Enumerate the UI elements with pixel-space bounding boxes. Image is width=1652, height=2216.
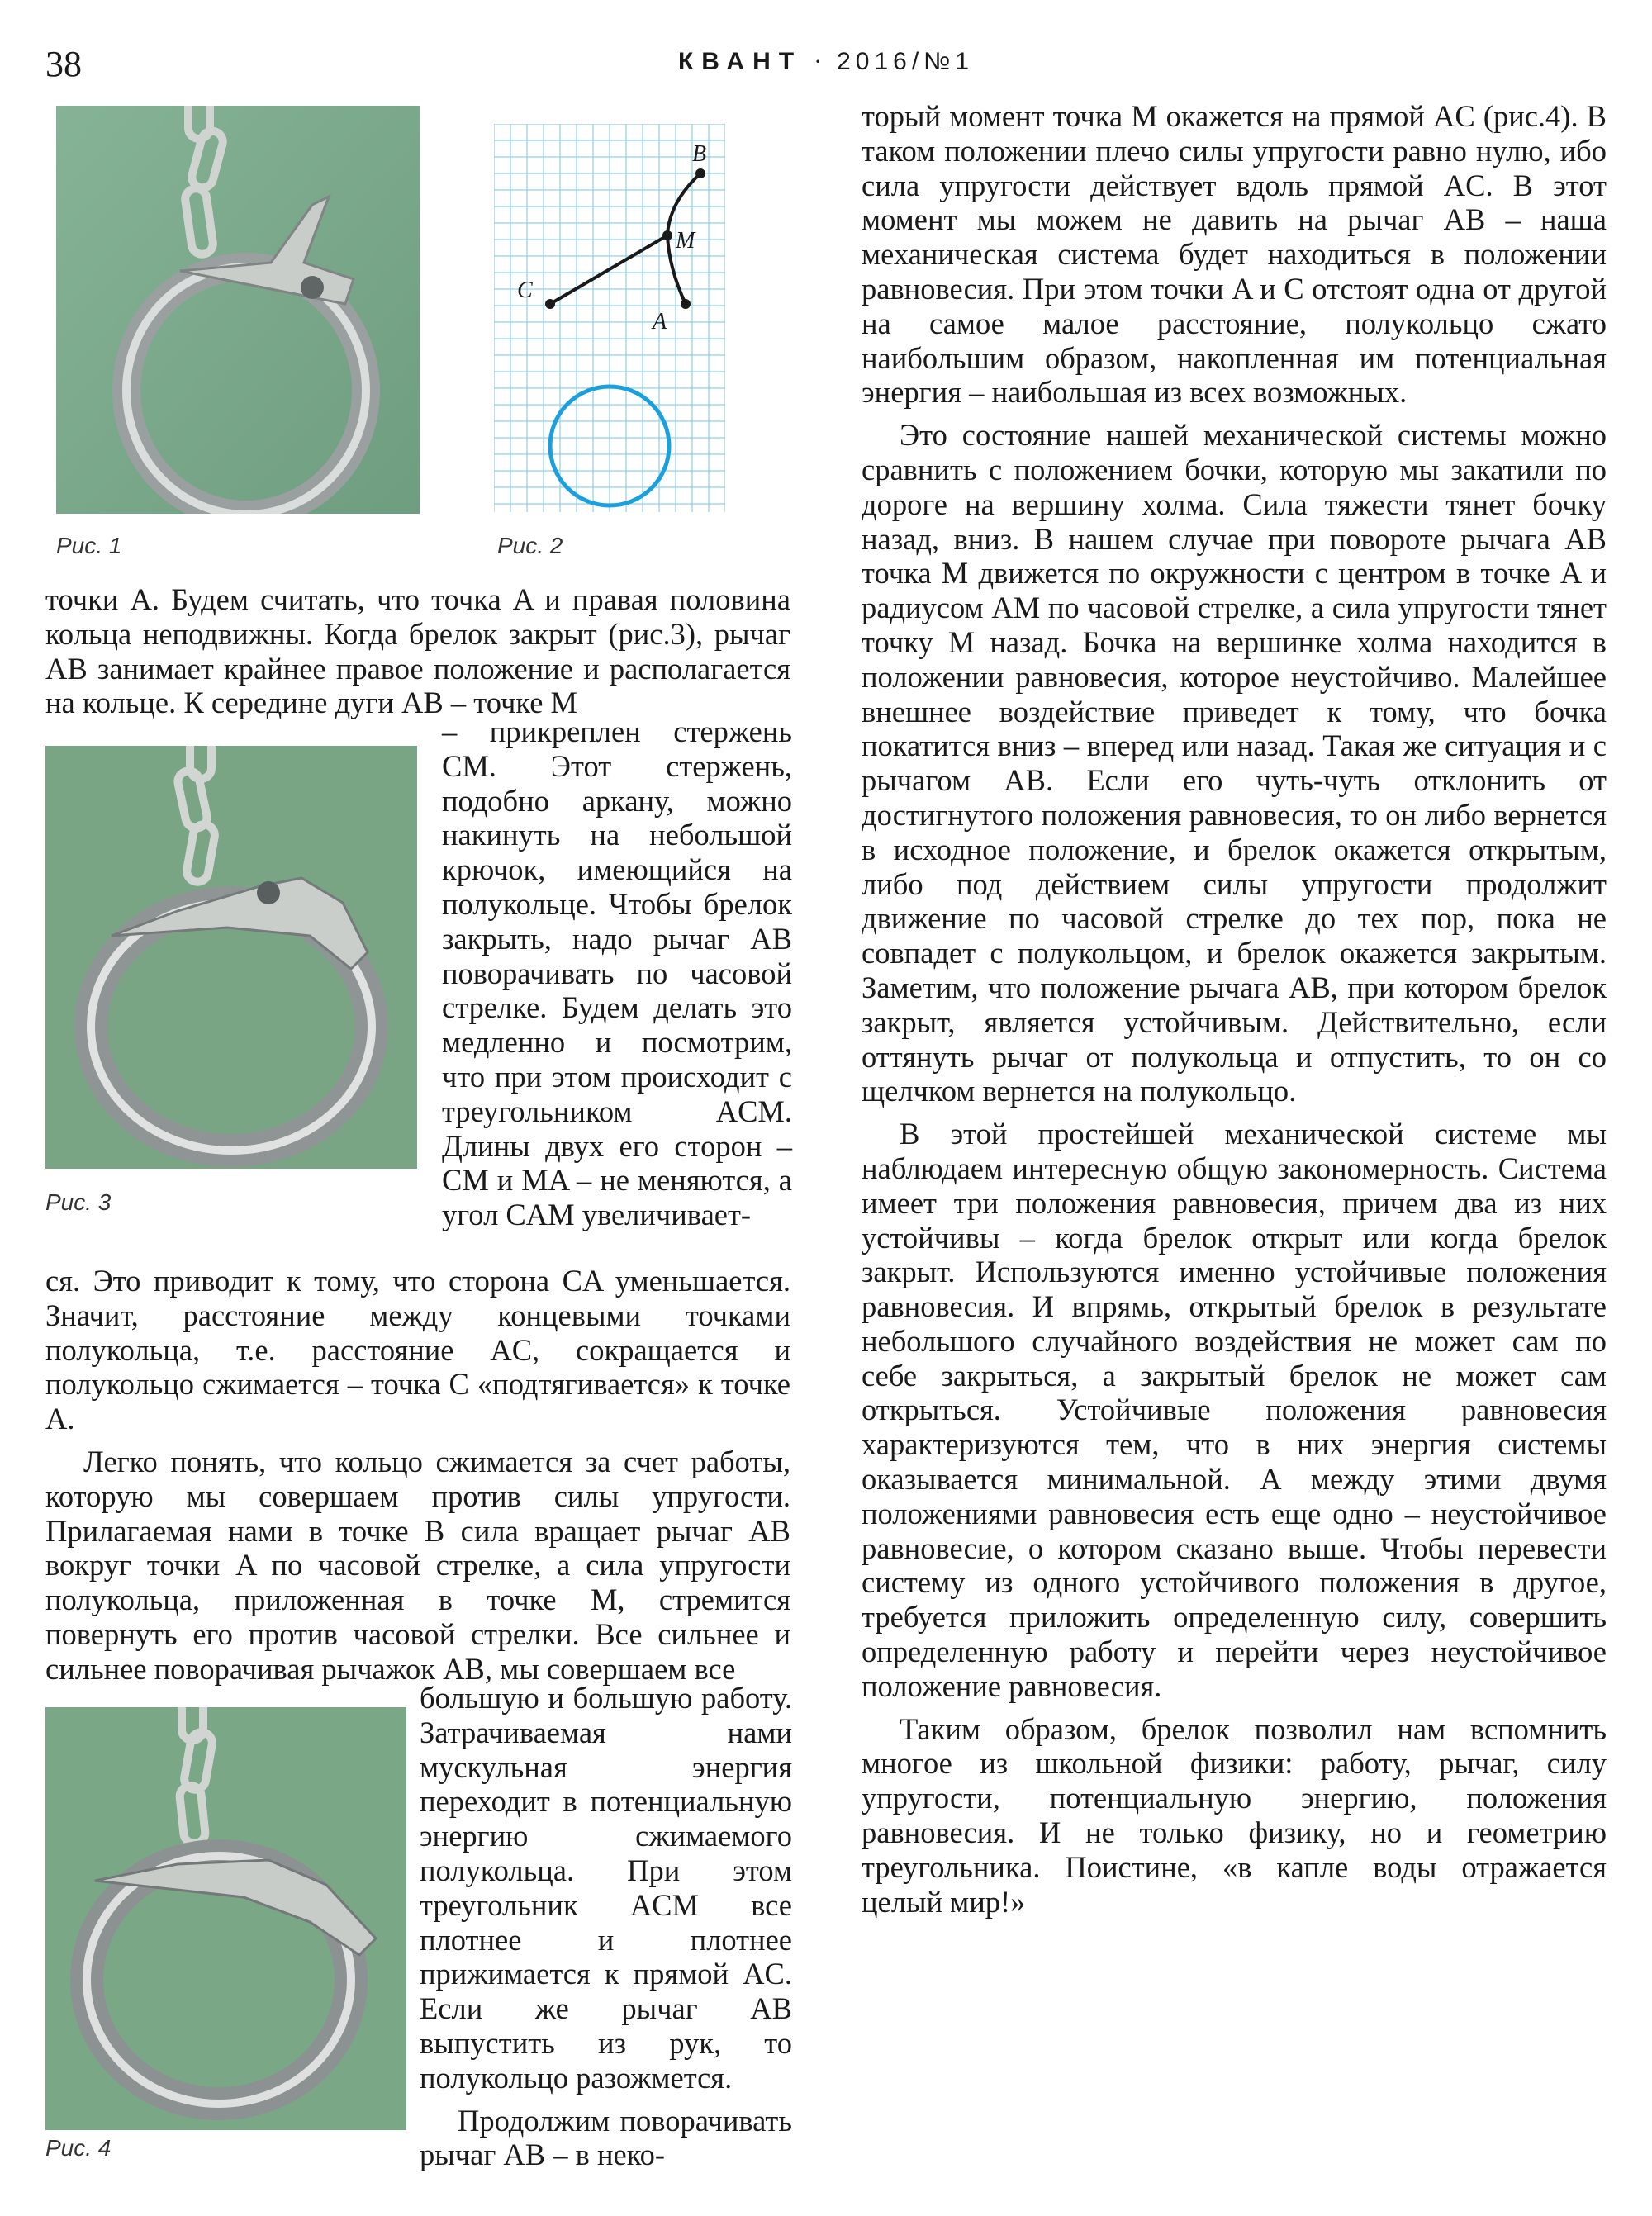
figure-2-rod-cm [550, 235, 667, 304]
left-column-wrap-around-figure-3 [442, 714, 792, 1232]
left-paragraph-2-wrap: большую и большую работу. Затрачиваемая нами мускульная энергия переходит в потенциальную энергию сжимаемого полукольца. При этом треугольник ACM все плотнее и плотнее прижимается к прямой AC. Если же рычаг AB выпустить из рук, то полукольцо разожмется. [420, 1681, 792, 2095]
running-head [0, 48, 1652, 76]
figure-2-point-b [695, 168, 705, 178]
figure-2-caption: Рис. 2 [497, 533, 563, 558]
figure-2-point-m [662, 230, 672, 240]
figure-2-label-c: C [517, 278, 533, 303]
right-paragraph-2: Это состояние нашей механической системы можно сравнить с положением бочки, которую мы закатили по дороге на вершину холма. Сила тяжести тянет бочку назад, вниз. В нашем случае при повороте рычага AB точка M движется по окружности с центром в точке A и радиусом AM по часовой стрелке, а сила упругости тянет точку M назад. Бочка на вершинке холма находится в положении равновесия, которое неустойчиво. Малейшее внешнее воздействие приведет к тому, что бочка покатится вниз – вперед или назад. Такая же ситуация и с рычагом AB. Если его чуть-чуть отклонить от достигнутого положения равновесия, то он либо вернется в исходное положение, и брелок окажется открытым, либо под действием силы упругости продолжит движение по часовой стрелке до тех пор, пока не совпадет с полукольцом, и брелок окажется закрытым. Заметим, что положение рычага AB, при котором брелок закрыт, является устойчивым. Действительно, если оттянуть рычаг от полукольца и отпустить, то он со щелчком вернется на полукольцо. [862, 418, 1607, 1108]
figure-3-photo [45, 746, 417, 1169]
issue-number: 2016/№1 [837, 48, 975, 75]
left-paragraph-3: Продолжим поворачивать рычаг AB – в неко- [420, 2103, 792, 2172]
right-paragraph-1: торый момент точка M окажется на прямой AC (рис.4). В таком положении плечо силы упругости равно нулю, ибо сила упругости действует вдоль прямой AC. В этот момент мы можем не давить на рычаг AB – наша механическая система будет находиться в положении равновесия. При этом точки A и C отстоят одна от другой на самое малое расстояние, полукольцо сжато наибольшим образом, накопленная им потенциальная энергия – наибольшая из всех возможных. [862, 99, 1607, 410]
left-column-paragraph-1-start [45, 582, 790, 720]
right-paragraph-3: В этой простейшей механической системе мы наблюдаем интересную общую закономерность. Система имеет три положения равновесия, причем два из них устойчивы – когда брелок открыт или когда брелок закрыт. Используются именно устойчивые положения равновесия. И впрямь, открытый брелок в результате небольшого случайного воздействия не может сам по себе закрыться, а закрытый брелок не может сам открыться. Устойчивые положения равновесия характеризуются тем, что в них энергия системы оказывается минимальной. А между этими двумя положениями равновесия есть еще одно – неустойчивое равновесие, о котором сказано выше. Чтобы перевести систему из одного устойчивого положения в другое, требуется приложить определенную силу, совершить определенную работу и перейти через неустойчивое положение равновесия. [862, 1117, 1607, 1703]
figure-3-caption: Рис. 3 [45, 1189, 112, 1215]
left-column-paragraph-2 [45, 1264, 790, 1687]
magazine-title: КВАНТ [677, 48, 803, 75]
left-paragraph-2: Легко понять, что кольцо сжимается за счет работы, которую мы совершаем против силы упругости. Прилагаемая нами в точке B сила вращает рычаг AB вокруг точки A по часовой стрелке, а сила упругости полукольца, приложенная в точке M, стремится повернуть его против часовой стрелки. Все сильнее и сильнее поворачивая рычажок AB, мы совершаем все [45, 1444, 790, 1686]
figure-4-photo [45, 1707, 406, 2130]
right-paragraph-4: Таким образом, брелок позволил нам вспомнить многое из школьной физики: работу, рычаг, силу упругости, потенциальную энергию, положения равновесия. И не только физику, но и геометрию треугольника. Поистине, «в капле воды отражается целый мир!» [862, 1711, 1607, 1919]
figure-1-caption: Рис. 1 [56, 533, 122, 558]
left-paragraph-1-end: ся. Это приводит к тому, что сторона CA уменьшается. Значит, расстояние между концевыми точками полукольца, т.е. расстояние AC, сокращается и полукольцо сжимается – точка C «подтягивается» к точке A. [45, 1264, 790, 1436]
left-paragraph-1-wrap: – прикреплен стержень CM. Этот стержень, подобно аркану, можно накинуть на небольшой крючок, имеющийся на полукольце. Чтобы брелок закрыть, надо рычаг AB поворачивать по часовой стрелке. Будем делать это медленно и посмотрим, что при этом происходит с треугольником ACM. Длины двух его сторон – CM и MA – не меняются, а угол CAM увеличивает- [442, 714, 792, 1232]
left-paragraph-1: точки A. Будем считать, что точка A и правая половина кольца неподвижны. Когда брелок закрыт (рис.3), рычаг AB занимает крайнее правое положение и располагается на кольце. К середине дуги AB – точке M [45, 582, 790, 720]
page-number: 38 [45, 44, 82, 84]
left-column-wrap-around-figure-4 [420, 1681, 792, 2172]
figure-1-photo [56, 106, 420, 514]
header-separator: · [814, 48, 826, 75]
figure-4-caption: Рис. 4 [45, 2135, 112, 2161]
figure-2-label-a: A [653, 309, 667, 335]
right-column [862, 99, 1607, 1919]
figure-2-point-c [545, 299, 555, 309]
figure-2-label-b: B [692, 141, 707, 167]
figure-2-diagram [494, 124, 725, 512]
figure-2-point-a [681, 299, 691, 309]
figure-2-label-m: M [676, 228, 695, 254]
